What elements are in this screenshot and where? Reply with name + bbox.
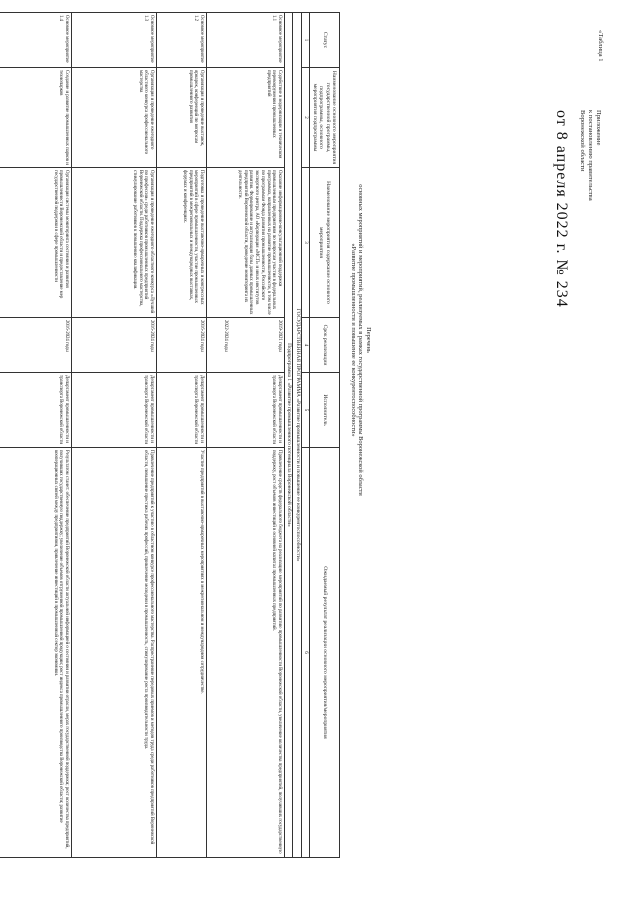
header-name: Наименование основного мероприятия государственной программы, подпрограммы, основного мероприятия подпрограммы (309, 68, 339, 168)
appendix-block (578, 110, 602, 310)
row-status: Основное мероприятие 1.4 (0, 13, 71, 68)
row-term-1: 2019-2021 годы (277, 320, 283, 352)
row-name: Организация и проведение ежегодного областного конкурса профессионального мастерства (71, 68, 156, 168)
appendix-line: к постановлению правительства (587, 110, 594, 201)
document-title (349, 90, 372, 590)
row-term-2: 2022-2024 годы (223, 320, 229, 352)
row-content: Организация и проведение ежегодного областного конкурса «Лучший по профессии» среди работников промышленных предприятий Воронежской области. Поддержка профессионального мастерства, стимулирование работников к повышению квалификации. (71, 168, 156, 318)
measures-table (0, 12, 340, 858)
row-term: 2016-2024 годы (156, 318, 206, 373)
table-row (156, 13, 206, 858)
header-result: Ожидаемый результат реализации основного мероприятия/мероприятия (309, 448, 339, 858)
program-title: ГОСУДАРСТВЕННАЯ ПРОГРАММА «Развитие промышленности и повышение ее конкурентоспособности» (293, 13, 302, 858)
subprogram-title: Подпрограмма 1 «Развитие промышленного потенциала Воронежской области» (284, 13, 293, 858)
row-executor: Департамент промышленности и транспорта Воронежской области (71, 373, 156, 448)
row-status: Основное мероприятие 1.1 (206, 13, 284, 68)
column-number: 2 (301, 68, 309, 168)
row-term: 2016-2024 годы (0, 318, 71, 373)
title-line: основных мероприятий и мероприятий, реализуемых в рамках государственной программы Воронежской области (357, 184, 365, 496)
row-status: Основное мероприятие 1.2 (156, 13, 206, 68)
table-row (0, 13, 71, 858)
row-name: Организация и проведение выставок, ярмарок, конференций по вопросам промышленного развития (156, 68, 206, 168)
subprogram-row (284, 13, 293, 858)
row-content: Подготовка и проведение выставочно-ярмарочных и конгрессных мероприятий в сфере промышленности, участие промышленных предприятий в межрегиональных и международных выставках, форумах и конференциях. (156, 168, 206, 318)
row-executor: Департамент промышленности и транспорта Воронежской области (0, 373, 71, 448)
header-status: Статус (309, 13, 339, 68)
row-executor: Департамент промышленности и транспорта Воронежской области (206, 373, 284, 448)
row-result: Привлечение предприятий к участию в областном конкурсе профессионального мастерства. Распространение передовых приемов и методов труда среди работников предприятий Воронежской области, повышение престижа рабочих профессий, привлечение молодежи в промышленность, стимулирование роста производительности труда. (71, 448, 156, 858)
row-status: Основное мероприятие 1.3 (71, 13, 156, 68)
table-number: «Таблица 1 (597, 30, 604, 62)
title-line: Перечень (365, 327, 372, 353)
header-content: Наименование мероприятия содержание основного мероприятия (309, 168, 339, 318)
table-header-row (309, 13, 339, 858)
row-content: Оказание информационно-консультационной поддержки промышленным предприятиям по вопросам участия в федеральных программах, направленных на развитие промышленности, в том числе по программам Фонда развития промышленности, Российского экспортного центра, АО «Корпорация «МСП» и иных институтов развития. Формирование и актуализация базы данных промышленных предприятий Воронежской области, проведение мониторинга их деятельности. (206, 168, 284, 318)
column-number: 6 (301, 448, 309, 858)
title-line: «Развитие промышленности и повышение ее конкурентоспособности» (349, 243, 357, 437)
row-result: Привлечение средств федерального бюджета на реализацию мероприятий по развитию промышленности Воронежской области, увеличение количества предприятий, получивших государственную поддержку, рост объемов инвестиций в основной капитал промышленных предприятий. (206, 448, 284, 858)
appendix-line: Приложение (595, 110, 602, 146)
column-number: 3 (301, 168, 309, 318)
header-executor: Исполнитель (309, 373, 339, 448)
column-number: 5 (301, 373, 309, 448)
row-name: Содействие в модернизации и техническом перевооружении промышленных предприятий (206, 68, 284, 168)
program-row (293, 13, 302, 858)
table-row (206, 13, 284, 858)
column-number: 4 (301, 318, 309, 373)
row-result: Участие предприятий в выставочно-ярмарочных мероприятиях в межрегиональном и международном сотрудничестве. (156, 448, 206, 858)
header-term: Срок реализации (309, 318, 339, 373)
row-content: Организация системы мониторинга состояния и развития промышленности Воронежской области и предоставление мер государственной поддержки в сфере промышленности (0, 168, 71, 318)
column-number-row (301, 13, 309, 858)
column-number: 1 (301, 13, 309, 68)
row-result: Результатом станет: обеспечение предприятий Воронежской области актуальной информацией о состоянии и развитии отрасли, мерах государственной поддержки; рост количества предприятий, получивших государственную поддержку; увеличение объемов отгруженной промышленной продукции; рост индекса промышленного производства Воронежской области; развитие кооперационных связей между предприятиями, привлечение инвестиций в промышленный сектор экономики. (0, 448, 71, 858)
appendix-line: Воронежской области (579, 110, 586, 172)
row-executor: Департамент промышленности и транспорта Воронежской области (156, 373, 206, 448)
row-name: Создание и развитие промышленных парков и технопарков (0, 68, 71, 168)
table-row (71, 13, 156, 858)
row-term (206, 318, 284, 373)
row-term: 2016-2024 годы (71, 318, 156, 373)
decree-date: от 8 апреля 2022 г. № 234 (553, 110, 570, 308)
